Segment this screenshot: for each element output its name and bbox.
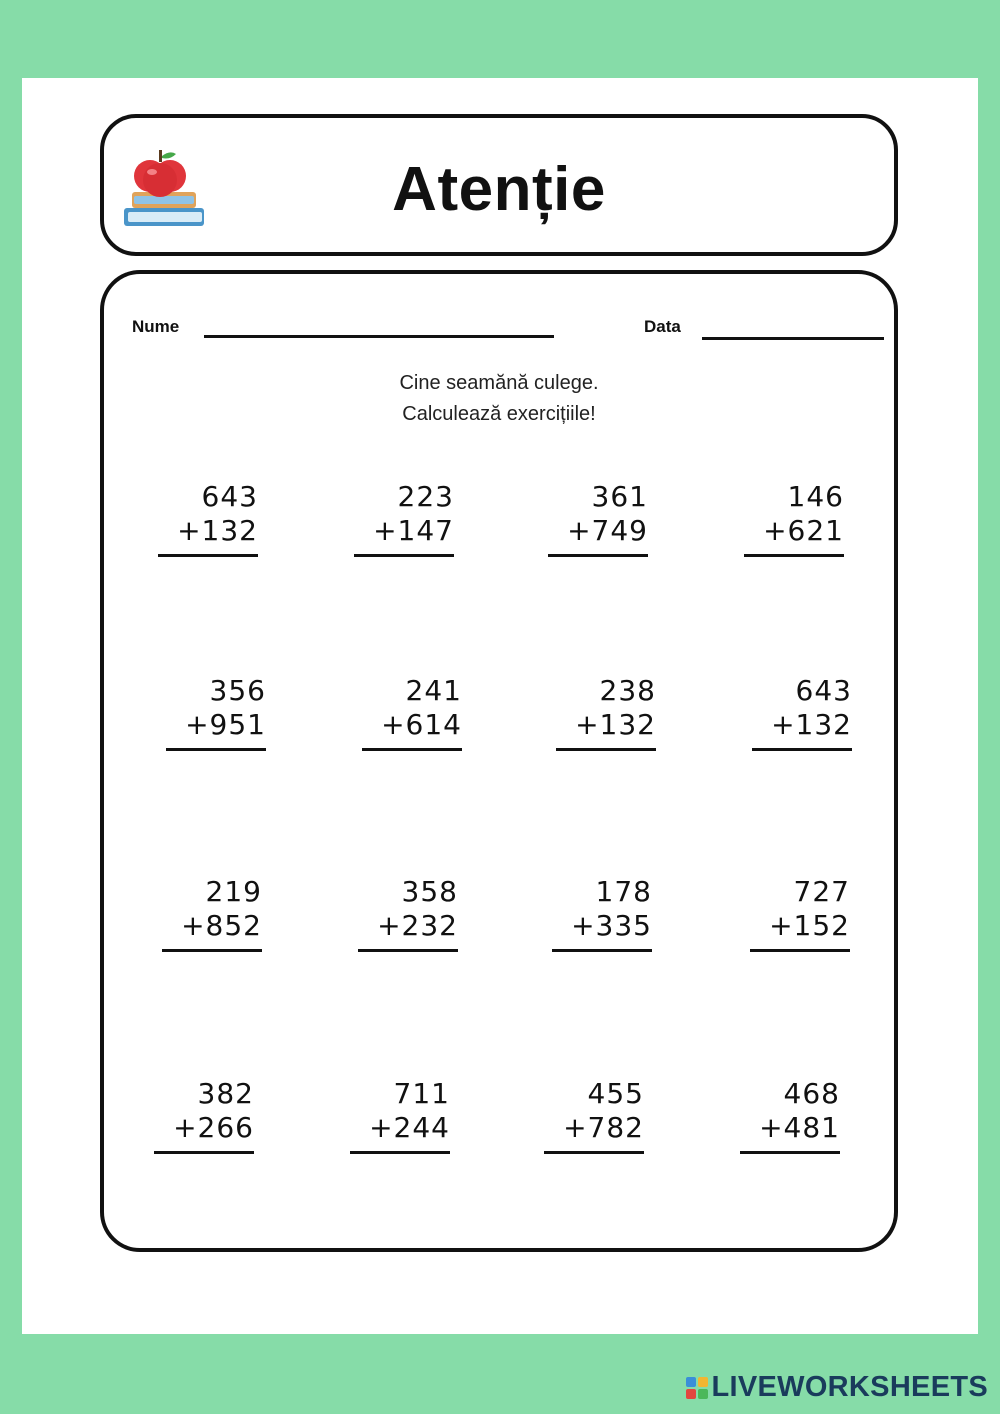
worksheet-page — [22, 78, 978, 1334]
addition-problem-12[interactable] — [750, 875, 850, 952]
instruction-line-1: Cine seamănă culege. — [399, 372, 599, 394]
addend-bottom: +132 — [771, 708, 852, 741]
mark-square-v — [686, 1389, 696, 1399]
answer-line — [362, 748, 462, 751]
addend-bottom: +749 — [567, 514, 648, 547]
addition-problem-10[interactable] — [358, 875, 458, 952]
addend-bottom: +614 — [381, 708, 462, 741]
addend-bottom: +852 — [181, 909, 262, 942]
addend-top: 146 — [787, 480, 844, 513]
liveworksheets-logo[interactable] — [686, 1371, 989, 1404]
addend-top: 727 — [793, 875, 850, 908]
addition-problem-13[interactable] — [154, 1077, 254, 1154]
addend-top: 361 — [591, 480, 648, 513]
addend-top: 241 — [405, 674, 462, 707]
addition-problem-5[interactable] — [166, 674, 266, 751]
answer-line — [154, 1151, 254, 1154]
addend-bottom: +152 — [769, 909, 850, 942]
addend-bottom: +782 — [563, 1111, 644, 1144]
addend-bottom: +244 — [369, 1111, 450, 1144]
answer-line — [162, 949, 262, 952]
addition-problem-16[interactable] — [740, 1077, 840, 1154]
addend-bottom: +132 — [575, 708, 656, 741]
answer-line — [556, 748, 656, 751]
addend-bottom: +132 — [177, 514, 258, 547]
answer-line — [740, 1151, 840, 1154]
addition-problem-8[interactable] — [752, 674, 852, 751]
date-label: Data — [644, 317, 681, 336]
addition-problem-1[interactable] — [158, 480, 258, 557]
addition-problem-7[interactable] — [556, 674, 656, 751]
addend-bottom: +951 — [185, 708, 266, 741]
addend-bottom: +621 — [763, 514, 844, 547]
liveworksheets-mark-icon — [686, 1377, 708, 1399]
instructions — [104, 368, 894, 430]
mark-square-l — [686, 1377, 696, 1387]
addend-top: 711 — [393, 1077, 450, 1110]
mark-square-e — [698, 1389, 708, 1399]
addend-bottom: +481 — [759, 1111, 840, 1144]
addend-top: 219 — [205, 875, 262, 908]
addition-problem-2[interactable] — [354, 480, 454, 557]
answer-line — [744, 554, 844, 557]
answer-line — [552, 949, 652, 952]
name-label: Nume — [132, 317, 180, 336]
addition-problem-3[interactable] — [548, 480, 648, 557]
answer-line — [354, 554, 454, 557]
exercise-box — [100, 270, 898, 1252]
date-field[interactable] — [702, 337, 884, 340]
answer-line — [358, 949, 458, 952]
mark-square-i — [698, 1377, 708, 1387]
page-title: Atenție — [392, 155, 606, 224]
addend-top: 382 — [197, 1077, 254, 1110]
addend-bottom: +266 — [173, 1111, 254, 1144]
addend-top: 455 — [587, 1077, 644, 1110]
addend-bottom: +335 — [571, 909, 652, 942]
addend-top: 643 — [795, 674, 852, 707]
addition-problem-6[interactable] — [362, 674, 462, 751]
addition-problem-14[interactable] — [350, 1077, 450, 1154]
addition-problem-9[interactable] — [162, 875, 262, 952]
addend-top: 356 — [209, 674, 266, 707]
answer-line — [752, 748, 852, 751]
answer-line — [750, 949, 850, 952]
addend-top: 468 — [783, 1077, 840, 1110]
addend-top: 643 — [201, 480, 258, 513]
addend-top: 238 — [599, 674, 656, 707]
addend-bottom: +232 — [377, 909, 458, 942]
addition-problem-11[interactable] — [552, 875, 652, 952]
addend-top: 358 — [401, 875, 458, 908]
answer-line — [544, 1151, 644, 1154]
addend-bottom: +147 — [373, 514, 454, 547]
answer-line — [548, 554, 648, 557]
instruction-line-2: Calculează exercițiile! — [402, 403, 596, 425]
answer-line — [158, 554, 258, 557]
addition-problem-15[interactable] — [544, 1077, 644, 1154]
answer-line — [350, 1151, 450, 1154]
addend-top: 223 — [397, 480, 454, 513]
addend-top: 178 — [595, 875, 652, 908]
liveworksheets-wordmark: LIVEWORKSHEETS — [711, 1371, 988, 1403]
answer-line — [166, 748, 266, 751]
name-field[interactable] — [204, 335, 554, 338]
addition-problem-4[interactable] — [744, 480, 844, 557]
title-box — [100, 114, 898, 256]
